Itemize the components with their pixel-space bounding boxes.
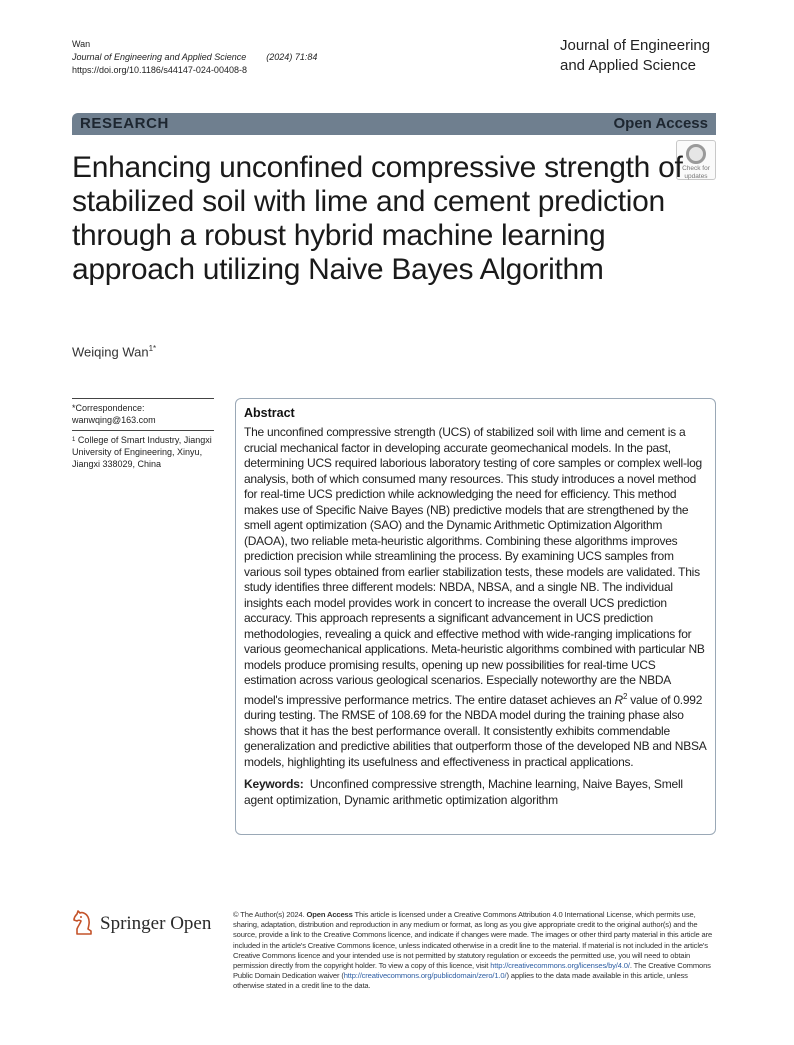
author-name[interactable]: Weiqing Wan (72, 344, 149, 360)
header-journal: Journal of Engineering and Applied Science (72, 52, 247, 62)
journal-name: Journal of Engineering and Applied Science (560, 37, 711, 74)
author-sup: 1* (148, 344, 157, 353)
cc-zero-link[interactable]: http://creativecommons.org/publicdomain/zero/1.0/ (343, 971, 507, 981)
article-type-label: RESEARCH (80, 115, 169, 132)
article-title: Enhancing unconfined compressive strength of stabilized soil with lime and cement prediction through a robust hybrid machine learning approach utilizing Naive Bayes Algorithm (72, 151, 683, 286)
affiliation-panel (72, 398, 214, 470)
springer-open-logo (72, 910, 222, 940)
brand-springer: Springer (100, 913, 166, 934)
author-line (72, 344, 156, 359)
article-type-banner (72, 113, 716, 135)
abstract-box (235, 398, 716, 835)
running-header (72, 38, 317, 77)
check-for-updates-button[interactable]: Check for updates (676, 140, 716, 180)
header-doi-link[interactable]: https://doi.org/10.1186/s44147-024-00408-8 (72, 65, 247, 75)
open-access-label: Open Access (613, 115, 708, 132)
abstract-text: The unconfined compressive strength (UCS) of stabilized soil with lime and cement is a crucial mechanical factor in developing accurate geomechanical models. In the past, determining UCS required laborious laboratory testing of core samples or complex well-log analysis, both of which consumed many resources. This study introduces a novel method for real-time UCS prediction while acknowledging the need for efficiency. This method makes use of Specific Naive Bayes (NB) predictive models that are strengthened by the smell agent optimization (SAO) and the Dynamic Arithmetic Optimization Algorithm (DAOA), two reliable meta-heuristic algorithms. Combining these algorithms improves prediction precision while streamlining the process. By examining UCS samples from various soil types obtained from earlier stabilization tests, these models are validated. This study identifies three different models: NBDA, NBSA, and a single NB. The individual insights each model provides work in concert to increase the overall UCS prediction accuracy. This approach represents a significant advancement in UCS prediction methodologies, revealing a quick and effective method with wide-ranging implications for various geomechanical applications. Meta-heuristic algorithms combined with particular NB models produce promising results, opening up new possibilities for real-time UCS estimation across various geological scenarios. Especially noteworthy are the NBDA model's impressive performance metrics. The entire dataset achieves an $R^2$ value of 0.992 during testing. The RMSE of 108.69 for the NBDA model during the training phase also shows that it has the best performance overall. It consistently exhibits commendable generalization and predictive abilities that outperform those of the developed NB and NBSA models, highlighting its usefulness and effectiveness in practical applications. (244, 425, 706, 769)
brand-open: Open (170, 913, 212, 934)
divider (72, 398, 214, 399)
header-citation (72, 51, 317, 64)
cc-by-link[interactable]: http://creativecommons.org/licenses/by/4.0/ (490, 961, 630, 971)
correspondence: *Correspondence: wanwqing@163.com (72, 402, 214, 430)
springer-chess-knight-icon (72, 910, 96, 936)
correspondence-email[interactable]: wanwqing@163.com (72, 415, 156, 425)
keywords-label: Keywords: (244, 777, 304, 791)
divider (72, 430, 214, 431)
keywords-list: Unconfined compressive strength, Machine learning, Naive Bayes, Smell agent optimization, Dynamic arithmetic optimization algorithm (244, 777, 683, 807)
keywords (244, 776, 707, 808)
license-notice: © The Author(s) 2024. Open Access This article is licensed under a Creative Commons Attribution 4.0 International License, which permits use, sharing, adaptation, distribution and reproduction in any medium or format, as long as you give appropriate credit to the original author(s) and the source, provide a link to the Creative Commons licence, and indicate if changes were made. The images or other third party material in this article are included in the article's Creative Commons licence, unless indicated otherwise in a credit line to the material. If material is not included in the article's Creative Commons licence and your intended use is not permitted by statutory regulation or exceeds the permitted use, you will need to obtain permission directly from the copyright holder. To view a copy of this licence, visit http://creativecommons.org/licenses/by/4.0/. The Creative Commons Public Domain Dedication waiver (http://creativecommons.org/publicdomain/zero/1.0/) applies to the data made available in this article, unless otherwise stated in a credit line to the data. (233, 910, 713, 991)
affiliation-text: $^1$ College of Smart Industry, Jiangxi University of Engineering, Xinyu, Jiangxi 338029, China (72, 435, 212, 469)
header-author: Wan (72, 39, 91, 49)
abstract-heading: Abstract (244, 406, 295, 420)
header-volume: (2024) 71:84 (266, 52, 318, 62)
